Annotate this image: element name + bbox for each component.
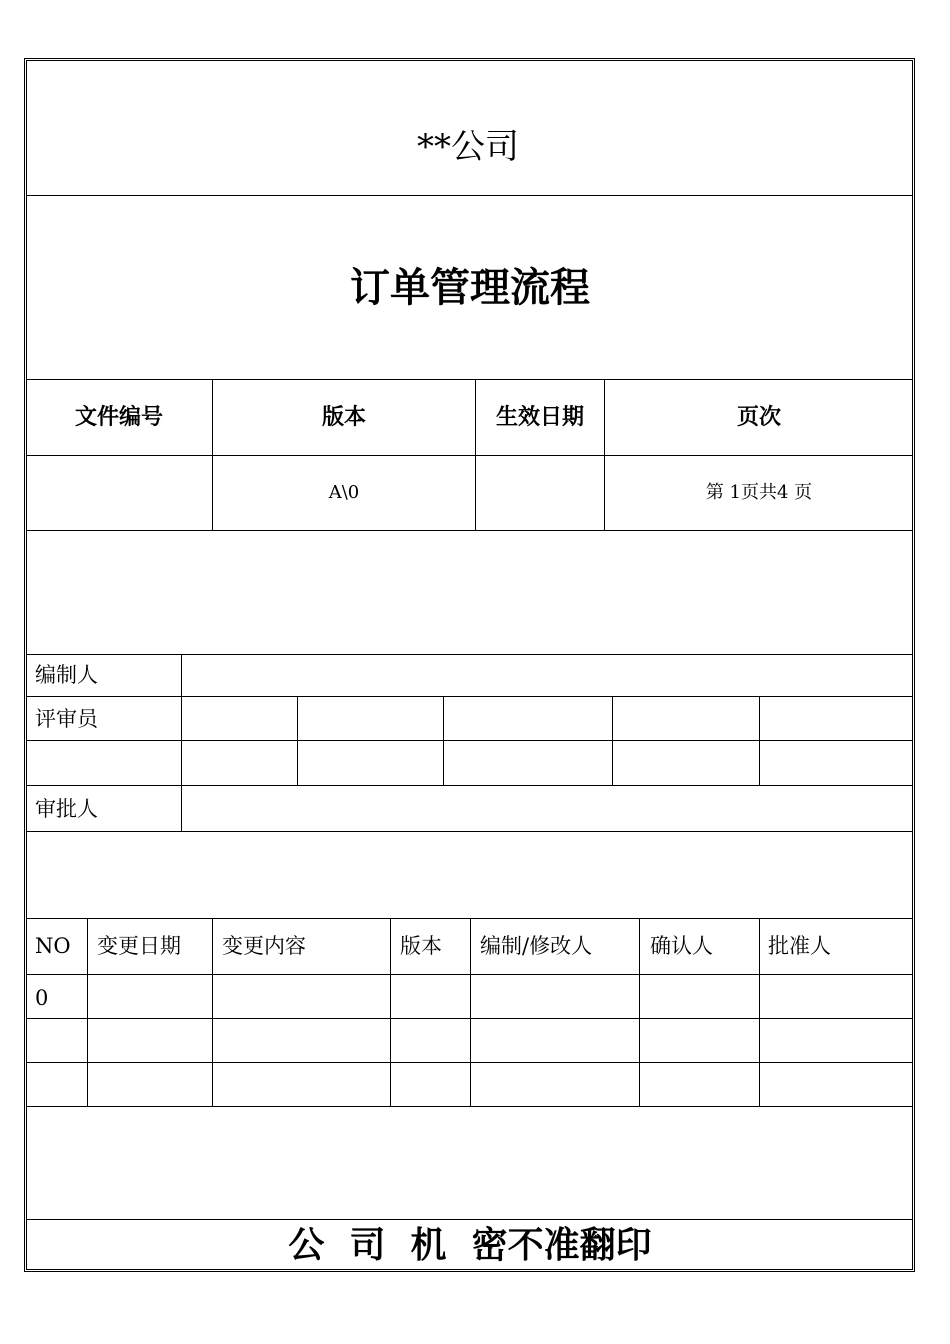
divider [26,740,913,741]
divider [26,195,913,196]
column-divider [612,697,613,785]
divider [26,696,913,697]
info-value-version: A\0 [328,482,360,503]
divider [26,530,913,531]
column-divider [759,919,760,1106]
column-divider [604,380,605,530]
divider [26,1219,913,1220]
divider [26,455,913,456]
change-header-no: NO [35,934,71,958]
compiler-label: 编制人 [35,663,98,687]
column-divider [297,697,298,785]
divider [26,1106,913,1107]
document-title: 订单管理流程 [350,264,590,311]
change-header-content: 变更内容 [222,934,306,958]
approver-label: 审批人 [35,797,98,821]
column-divider [470,919,471,1106]
change-header-version: 版本 [400,934,442,958]
divider [26,379,913,380]
column-divider [212,380,213,530]
divider [26,785,913,786]
column-divider [87,919,88,1106]
info-header-effective-date: 生效日期 [495,404,585,430]
info-header-version: 版本 [321,404,367,430]
info-header-file-no: 文件编号 [74,404,164,430]
info-header-page: 页次 [736,404,782,430]
column-divider [443,697,444,785]
divider [26,831,913,832]
change-header-editor: 编制/修改人 [480,934,593,958]
divider [26,654,913,655]
column-divider [212,919,213,1106]
change-header-confirmer: 确认人 [650,934,713,958]
column-divider [181,655,182,831]
company-name: **公司 [417,127,519,167]
change-header-date: 变更日期 [97,934,181,958]
change-header-approver: 批准人 [768,934,831,958]
column-divider [759,697,760,785]
change-row-no: 0 [35,986,49,1010]
column-divider [475,380,476,530]
column-divider [390,919,391,1106]
column-divider [639,919,640,1106]
confidential-notice: 公 司 机 密不准翻印 [288,1224,652,1266]
info-value-page: 第 1页共4 页 [705,482,813,503]
reviewer-label: 评审员 [35,707,98,731]
